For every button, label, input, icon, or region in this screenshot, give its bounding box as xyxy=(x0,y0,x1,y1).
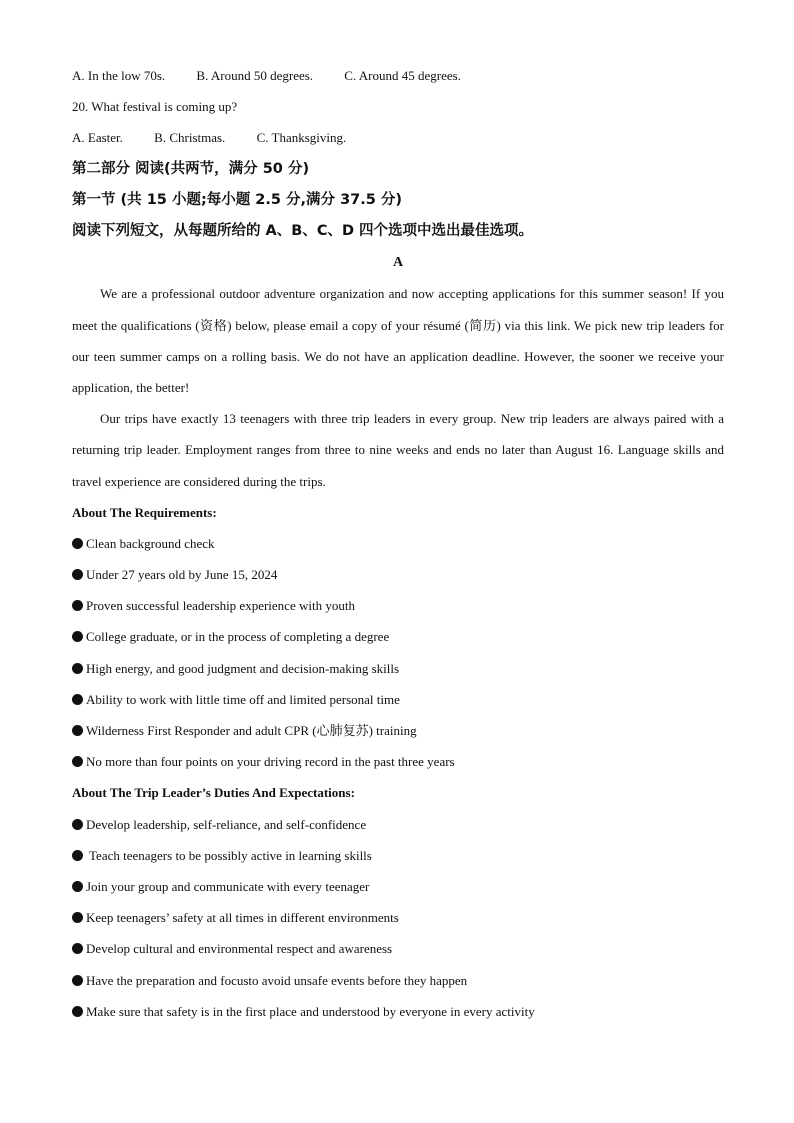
bullet-icon xyxy=(72,819,83,830)
bullet-icon xyxy=(72,850,83,861)
duties-list xyxy=(72,809,724,1027)
reading-instruction: 阅读下列短文，从每题所给的 A、B、C、D 四个选项中选出最佳选项。 xyxy=(72,222,534,239)
q20-question: 20. What festival is coming up? xyxy=(72,99,238,115)
bullet-icon xyxy=(72,600,83,611)
bullet-icon xyxy=(72,538,83,549)
list-item: Wilderness First Responder and adult CPR (心肺复苏) training xyxy=(72,715,724,746)
bullet-icon xyxy=(72,1006,83,1017)
bullet-icon xyxy=(72,569,83,580)
bullet-icon xyxy=(72,943,83,954)
passage-paragraph-1: We are a professional outdoor adventure organization and now accepting applications for this summer season! If you meet the qualifications (资格) below, please email a copy of your résumé (简历) via this link. We pick new trip leaders for our teen summer camps on a rolling basis. We do not have an application deadline. However, the sooner we receive your application, the better! xyxy=(72,286,724,395)
document-page xyxy=(72,60,724,1027)
list-item: Ability to work with little time off and limited personal time xyxy=(72,684,724,715)
passage-label: A xyxy=(392,255,404,271)
bullet-icon xyxy=(72,881,83,892)
q20-option-a: A. Easter. xyxy=(72,130,123,146)
q19-option-b: B. Around 50 degrees. xyxy=(196,68,314,83)
list-item: Make sure that safety is in the first place and understood by everyone in every activity xyxy=(72,996,724,1027)
list-item: Develop leadership, self-reliance, and self-confidence xyxy=(72,809,724,840)
list-item: Clean background check xyxy=(72,528,724,559)
bullet-icon xyxy=(72,663,83,674)
bullet-icon xyxy=(72,631,83,642)
list-item: Proven successful leadership experience with youth xyxy=(72,590,724,621)
list-item: Keep teenagers’ safety at all times in different environments xyxy=(72,902,724,933)
q19-options xyxy=(72,60,724,91)
list-item: Develop cultural and environmental respect and awareness xyxy=(72,933,724,964)
section1-title: 第一节 (共 15 小题;每小题 2.5 分,满分 37.5 分) xyxy=(72,191,403,208)
requirements-list xyxy=(72,528,724,778)
list-item: Join your group and communicate with every teenager xyxy=(72,871,724,902)
q20-option-b: B. Christmas. xyxy=(154,130,226,146)
q20-option-c: C. Thanksgiving. xyxy=(256,130,347,146)
list-item: Have the preparation and focusto avoid unsafe events before they happen xyxy=(72,965,724,996)
bullet-icon xyxy=(72,756,83,767)
q19-option-c: C. Around 45 degrees. xyxy=(344,68,461,83)
list-item: Under 27 years old by June 15, 2024 xyxy=(72,559,724,590)
q20-options xyxy=(72,122,724,153)
passage-paragraph-2: Our trips have exactly 13 teenagers with three trip leaders in every group. New trip leaders are always paired with a returning trip leader. Employment ranges from three to nine weeks and ends no later than August 16. Language skills and travel experience are considered during the trips. xyxy=(72,411,724,489)
list-item: High energy, and good judgment and decision-making skills xyxy=(72,653,724,684)
list-item: Teach teenagers to be possibly active in learning skills xyxy=(72,840,724,871)
bullet-icon xyxy=(72,975,83,986)
duties-heading: About The Trip Leader’s Duties And Expectations: xyxy=(72,785,355,801)
q19-option-a: A. In the low 70s. xyxy=(72,68,166,83)
bullet-icon xyxy=(72,912,83,923)
requirements-heading: About The Requirements: xyxy=(72,504,217,520)
list-item: College graduate, or in the process of completing a degree xyxy=(72,621,724,652)
bullet-icon xyxy=(72,694,83,705)
bullet-icon xyxy=(72,725,83,736)
list-item: No more than four points on your driving record in the past three years xyxy=(72,746,724,777)
part2-title: 第二部分 阅读(共两节，满分 50 分) xyxy=(72,160,310,177)
